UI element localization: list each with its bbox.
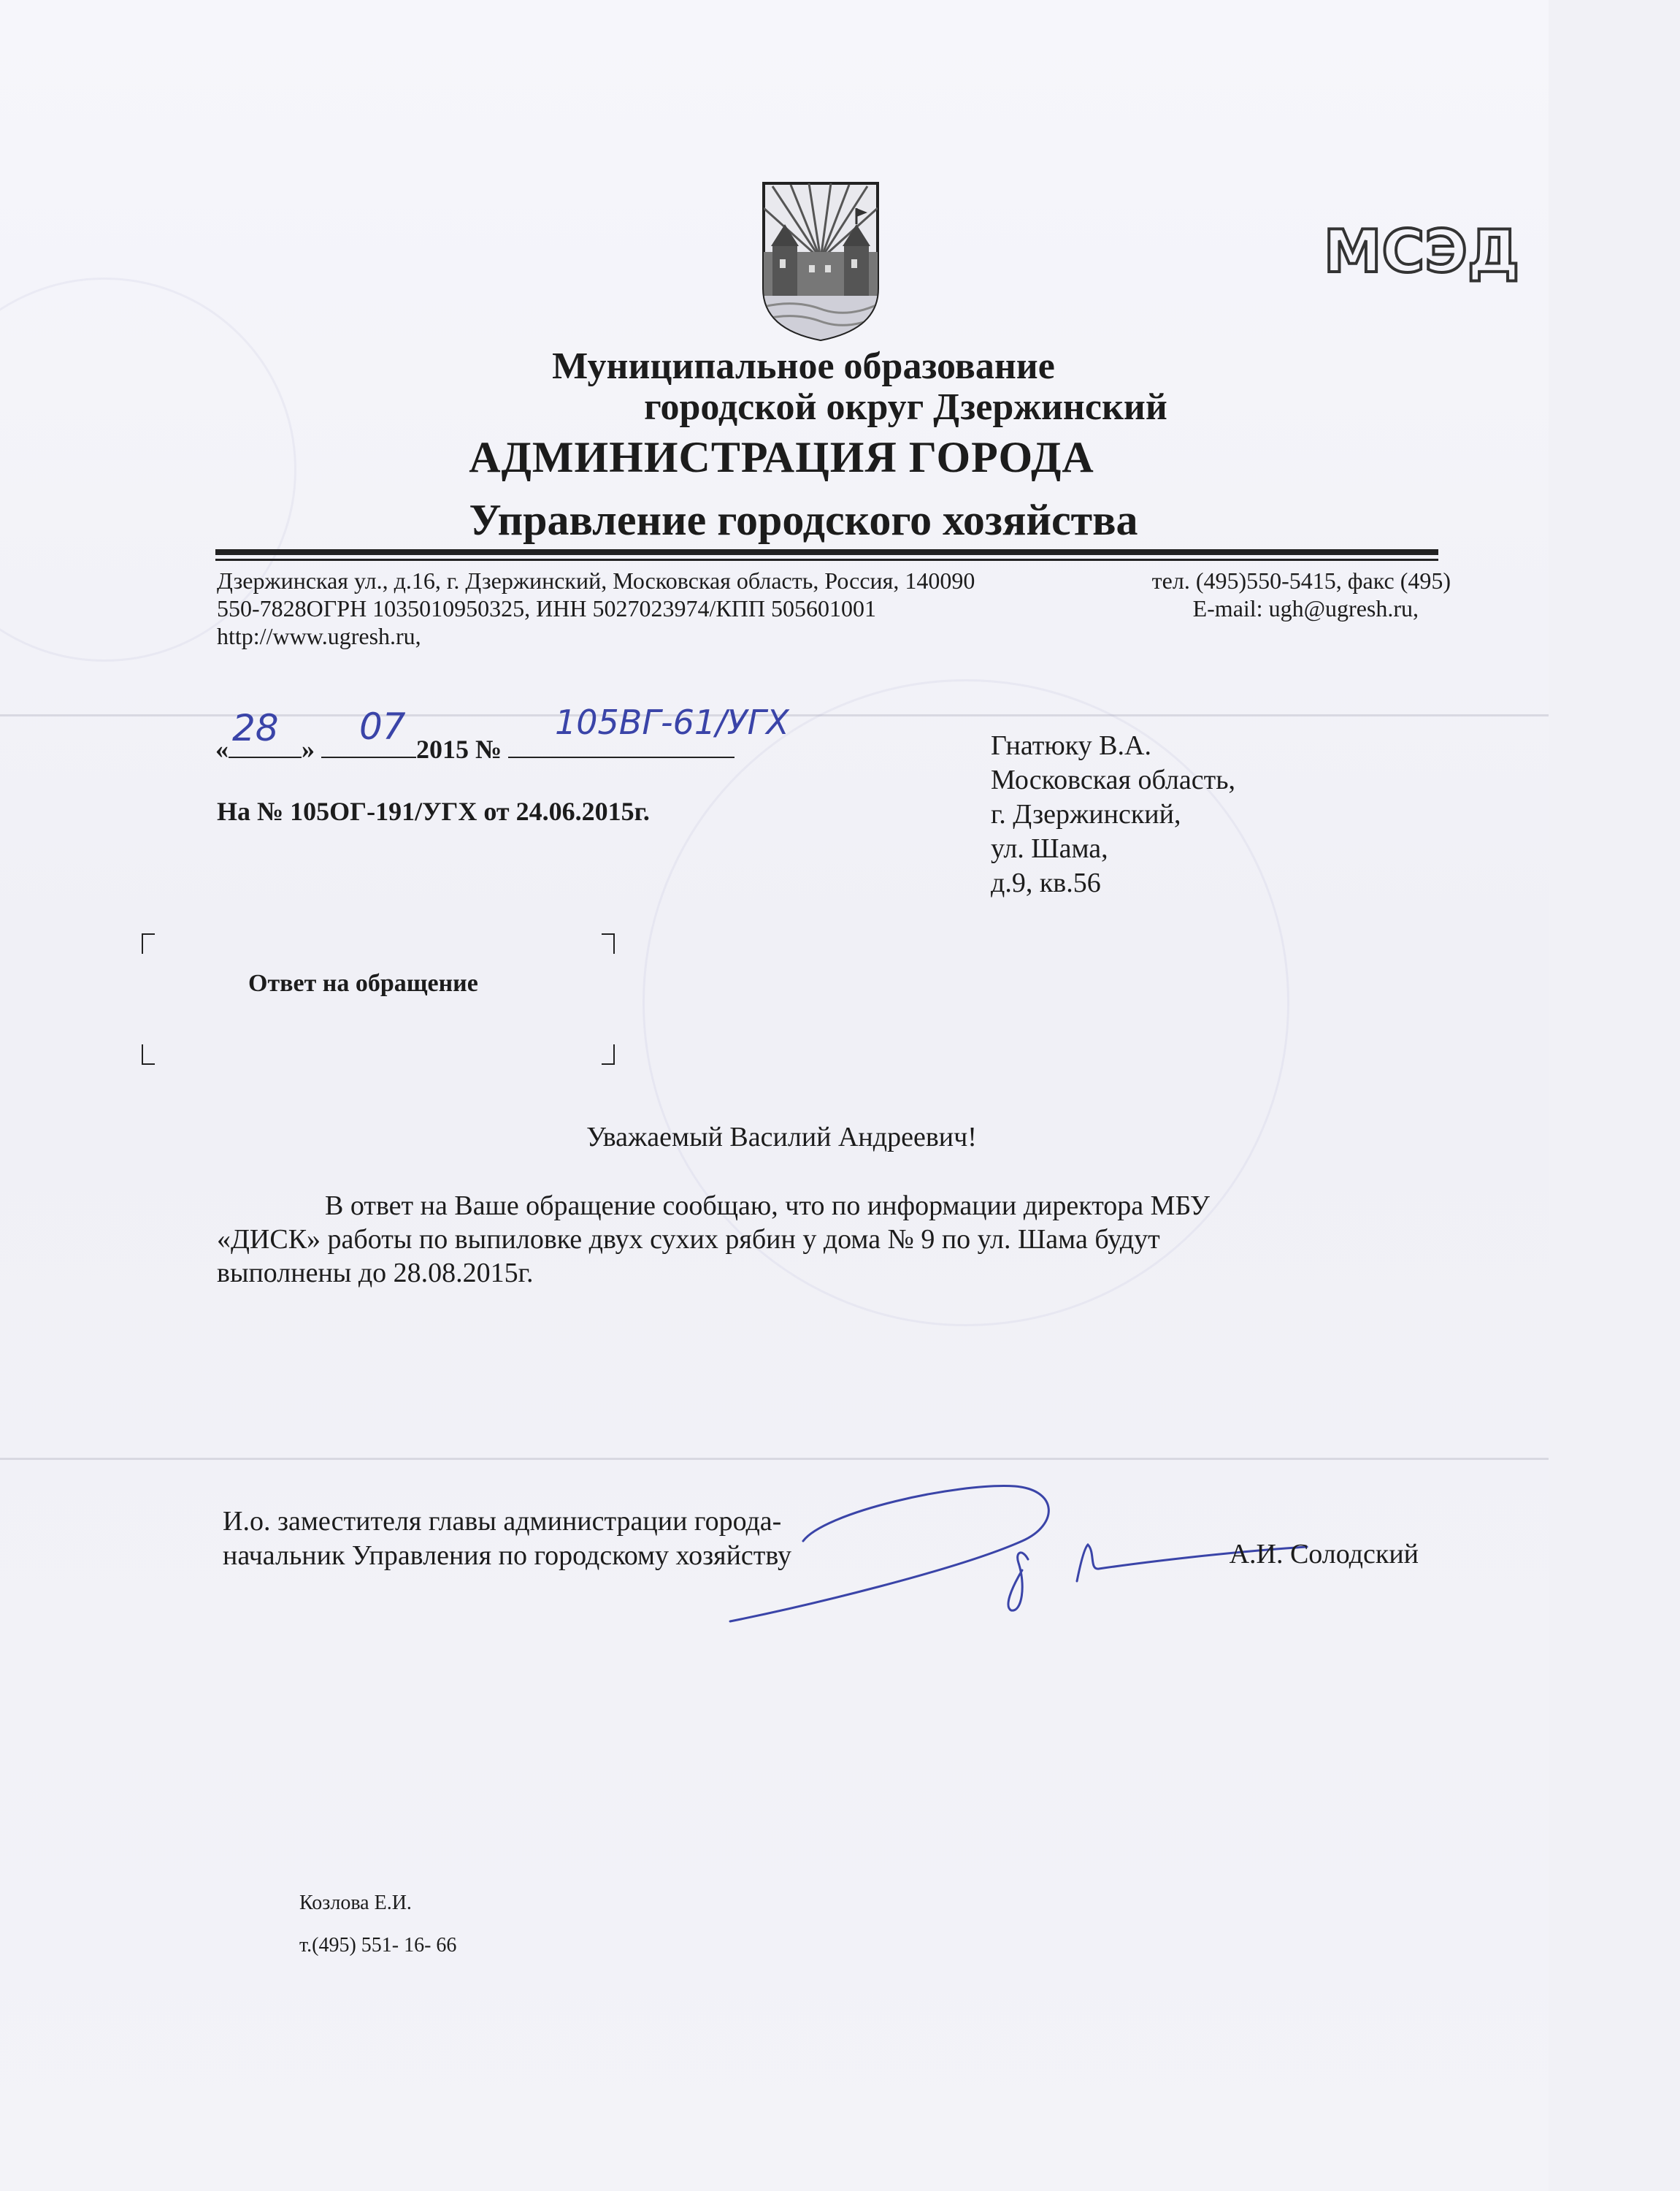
- contact-website: http://www.ugresh.ru,: [217, 623, 421, 649]
- bracket-bottom-left: [142, 1044, 155, 1065]
- signatory-title-line: И.о. заместителя главы администрации города-: [223, 1506, 782, 1537]
- svg-text:МСЭД: МСЭД: [1323, 218, 1520, 286]
- bracket-top-right: [602, 933, 615, 954]
- handwritten-number: 105ВГ-61/УГХ: [555, 703, 789, 742]
- header-administration: АДМИНИСТРАЦИЯ ГОРОДА: [469, 433, 1094, 481]
- body-line: В ответ на Ваше обращение сообщаю, что по информации директора МБУ: [325, 1190, 1210, 1221]
- bracket-bottom-right: [602, 1044, 615, 1065]
- coat-of-arms-emblem: [758, 179, 883, 343]
- letter-subject: Ответ на обращение: [248, 970, 478, 997]
- addressee-line: г. Дзержинский,: [991, 799, 1181, 830]
- addressee-line: ул. Шама,: [991, 833, 1108, 864]
- contact-phone: тел. (495)550-5415, факс (495): [1151, 567, 1451, 594]
- letter-body: [217, 1189, 1334, 1290]
- addressee-line: Московская область,: [991, 765, 1236, 795]
- addressee-block: [991, 729, 1235, 901]
- handwritten-month: 07: [359, 706, 406, 748]
- contact-registration-ids: 550-7828ОГРН 1035010950325, ИНН 5027023974/КПП 505601001: [217, 595, 876, 622]
- contact-email: E-mail: ugh@ugresh.ru,: [1192, 595, 1419, 622]
- header-municipality: Муниципальное образование: [552, 345, 1055, 387]
- body-line: «ДИСК» работы по выпиловке двух сухих рябин у дома № 9 по ул. Шама будут: [217, 1224, 1160, 1255]
- greeting: Уважаемый Василий Андреевич!: [586, 1122, 977, 1152]
- executor-name: Козлова Е.И.: [299, 1892, 412, 1914]
- open-quote: «: [215, 735, 229, 764]
- header-district: городской округ Дзержинский: [644, 386, 1167, 428]
- executor-block: [299, 1882, 456, 1967]
- header-rule-thick: [215, 549, 1438, 555]
- addressee-line: д.9, кв.56: [991, 868, 1101, 898]
- header-rule-thin: [215, 559, 1438, 561]
- reference-number: На № 105ОГ-191/УГХ от 24.06.2015г.: [217, 797, 650, 826]
- bracket-top-left: [142, 933, 155, 954]
- paper-fold: [0, 1458, 1549, 1460]
- body-line: выполнены до 28.08.2015г.: [217, 1258, 534, 1288]
- contact-block: [217, 567, 1451, 650]
- number-sign: №: [475, 735, 502, 764]
- header-department: Управление городского хозяйства: [469, 496, 1138, 544]
- handwritten-day: 28: [232, 707, 279, 749]
- signatory-title: [223, 1504, 791, 1573]
- year: 2015: [416, 735, 469, 764]
- msed-stamp-logo: [1323, 218, 1520, 286]
- contact-address: Дзержинская ул., д.16, г. Дзержинский, Московская область, Россия, 140090: [217, 567, 975, 594]
- signatory-name: А.И. Солодский: [1229, 1539, 1419, 1569]
- addressee-line: Гнатюку В.А.: [991, 730, 1151, 761]
- close-quote: »: [302, 735, 315, 764]
- signatory-title-line: начальник Управления по городскому хозяйству: [223, 1540, 792, 1571]
- executor-phone: т.(495) 551- 16- 66: [299, 1934, 457, 1957]
